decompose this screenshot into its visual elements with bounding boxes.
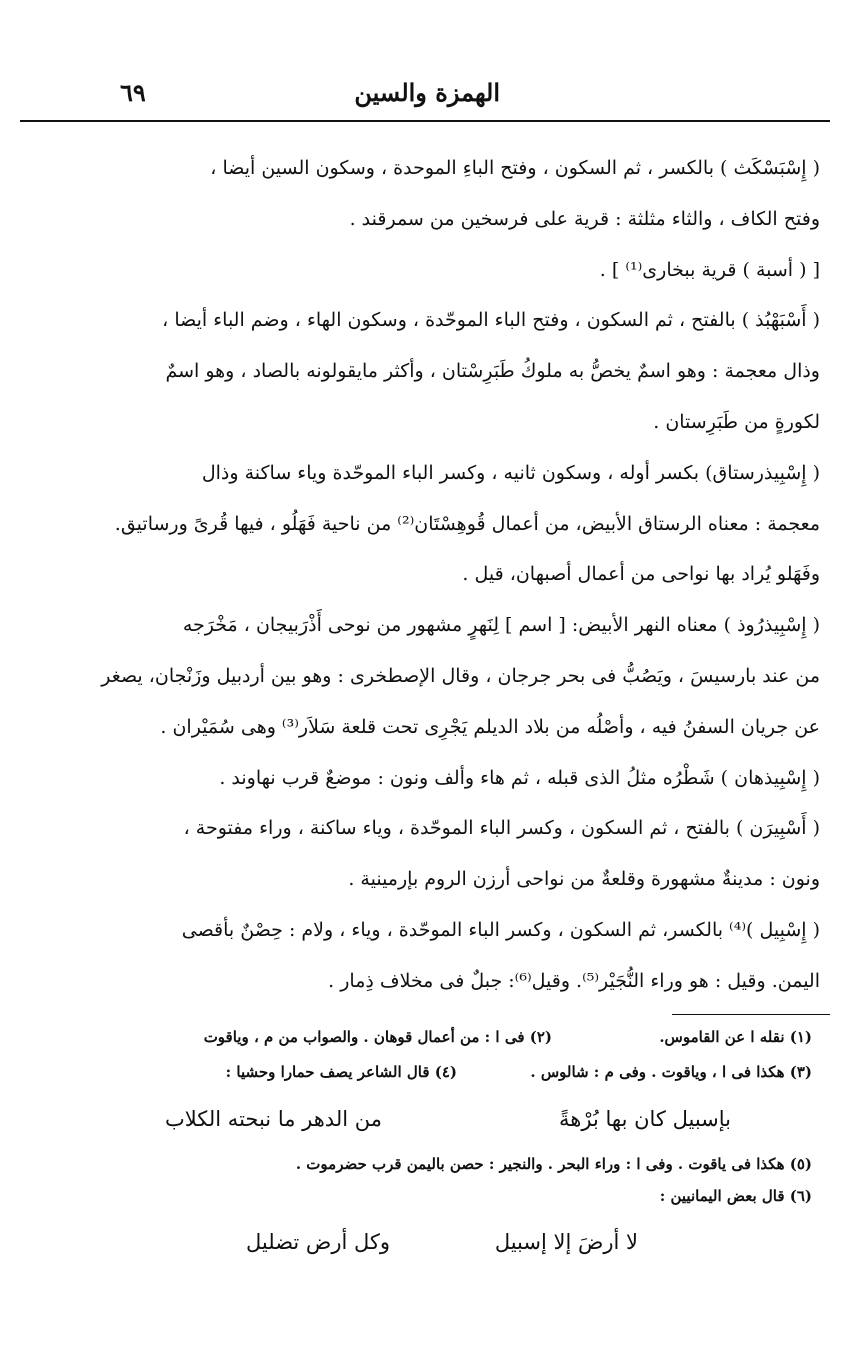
text-line: ونون : مدينةٌ مشهورة وقلعةٌ من نواحى أرزن الروم بإرمينية . xyxy=(348,868,820,891)
text-line: لكورةٍ من طَبَرِستان . xyxy=(653,410,820,433)
text-line: اليمن. وقيل : هو وراء النُّجَيْر⁽⁵⁾. وقيل⁽⁶⁾: جبلٌ فى مخلاف ذِمار . xyxy=(328,969,820,992)
footnote-5: (٥) هكذا فى ياقوت . وفى ا : وراء البحر . والنجير : حصن باليمن قرب حضرموت . xyxy=(295,1155,812,1173)
footnote-2: (٢) فى ا : من أعمال قوهان . والصواب من م ، وياقوت xyxy=(203,1028,552,1046)
text-line: ( أَسْبِيرَن ) بالفتح ، ثم السكون ، وكسر الباء الموحّدة ، وياء ساكنة ، وراء مفتوحة ، xyxy=(183,817,820,840)
text-line: ( إِسْبِيذرستاق) بكسر أوله ، وسكون ثانيه ، وكسر الباء الموحّدة وياء ساكنة وذال xyxy=(201,461,820,484)
text-line: ( إِسْبِيل )⁽⁴⁾ بالكسر، ثم السكون ، وكسر الباء الموحّدة ، وياء ، ولام : حِصْنٌ بأقصى xyxy=(181,918,820,941)
footnote-1: (١) نقله ا عن القاموس. xyxy=(659,1028,812,1046)
footnote-6: (٦) قال بعض اليمانيين : xyxy=(659,1187,812,1205)
text-line: ( إِسْبَسْكَث ) بالكسر ، ثم السكون ، وفتح الباءِ الموحدة ، وسكون السين أيضا ، xyxy=(210,157,820,179)
page-header xyxy=(100,72,800,112)
text-line: ( أَسْبَهْبُذ ) بالفتح ، ثم السكون ، وفتح الباء الموحّدة ، وسكون الهاء ، وضم الباء أيضا ، xyxy=(162,309,820,332)
text-line: ( إِسْبِيذرُوذ ) معناه النهر الأبيض: [ اسم ] لِنَهرٍ مشهور من نوحى أَذْرَبيجان ، مَخْرَجه xyxy=(182,614,820,637)
footnote-3: (٣) هكذا فى ا ، وياقوت . وفى م : شالوس . xyxy=(530,1063,812,1081)
text-line: [ ( أسبة ) قرية ببخارى⁽¹⁾ ] . xyxy=(599,258,820,281)
footnote-4: (٤) قال الشاعر يصف حمارا وحشيا : xyxy=(225,1063,457,1081)
text-line: وفتح الكاف ، والثاء مثلثة : قرية على فرسخين من سمرقند . xyxy=(349,207,820,230)
text-line: ( إِسْبِيذهان ) شَطْرُه مثلُ الذى قبله ، ثم هاء وألف ونون : موضعٌ قرب نهاوند . xyxy=(219,766,820,789)
text-line: معجمة : معناه الرستاق الأبيض، من أعمال قُوهِسْتَان⁽²⁾ من ناحية فَهَلُو ، فيها قُرىً ورساتيق. xyxy=(114,512,820,535)
verse-1-second-hemistich: من الدهر ما نبحته الكلاب xyxy=(165,1107,382,1131)
main-text xyxy=(28,143,820,1007)
text-line: وذال معجمة : وهو اسمٌ يخصُّ به ملوكُ طَبَرِسْتان ، وأكثر مايقولونه بالصاد ، وهو اسمٌ xyxy=(165,360,820,383)
header-rule xyxy=(20,120,830,122)
text-line: وفَهَلو يُراد بها نواحى من أعمال أصبهان، قيل . xyxy=(462,563,820,586)
verse-2-first-hemistich: لا أرضَ إلا إسبيل xyxy=(494,1230,638,1254)
running-title: الهمزة والسين xyxy=(354,78,500,107)
verse-1-first-hemistich: بإسبيل كان بها بُرْهةً xyxy=(559,1107,731,1131)
verse-2-second-hemistich: وكل أرض تضليل xyxy=(246,1230,391,1254)
text-line: من عند بارسيسَ ، ويَصُبُّ فى بحر جرجان ، وقال الإصطخرى : وهو بين أردبيل وزَنْجان، يصغر xyxy=(101,664,820,687)
text-line: عن جريان السفنُ فيه ، وأصْلُه من بلاد الديلم يَجْرِى تحت قلعة سَلاَر⁽³⁾ وهى سُمَيْران . xyxy=(160,715,820,738)
page-number: ٦٩ xyxy=(120,78,146,107)
footnote-rule xyxy=(672,1014,830,1015)
